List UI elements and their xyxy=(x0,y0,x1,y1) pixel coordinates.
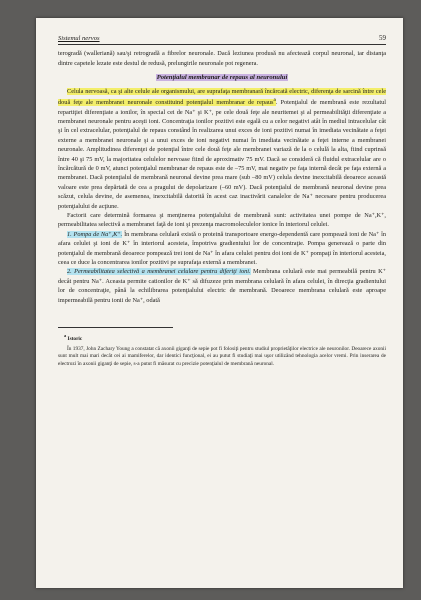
page-number: 59 xyxy=(379,34,386,42)
footnote-marker: a xyxy=(64,333,67,339)
permeability-label xyxy=(67,268,251,275)
pump-label xyxy=(67,231,122,238)
footnote-heading xyxy=(64,332,386,344)
page-content xyxy=(58,34,386,369)
chapter-title: Sistemul nervos xyxy=(58,35,100,42)
permeability-label-text: 2. Permeabilitatea selectivă a membranei celulare pentru diferiţi ioni. xyxy=(67,268,251,276)
paragraph-factors: Factorii care determină formarea şi menţinerea potenţialului de membrană sunt: activitatea unei pompe de Na⁺,K⁺, permeabilitatea selectivă a membranei faţă de ioni şi prezenţa macromoleculelor ionice în interiorul celulei. xyxy=(58,212,386,229)
intro-paragraph: terogradă (walleriană) sau/şi retrogradă a fibrelor neuronale. Dacă leziunea produsă nu afectează corpul neuronal, iar distanţa dintre capetele lezate este destul de redusă, prelungirile neuronale pot regenera. xyxy=(58,50,386,67)
section-title-text: Potenţialul membranar de repaus al neuronului xyxy=(156,74,288,82)
running-header xyxy=(58,34,386,45)
footnote xyxy=(58,332,386,369)
pump-label-text: 1. Pompa de Na⁺,K⁺. xyxy=(67,230,123,238)
footnote-heading-text: Istoric xyxy=(67,335,83,342)
pump-text: În membrana celulară există o proteină transportoare energo-dependentă care pompează ioni de Na⁺ în afara celulei şi ioni de K⁺ în interiorul acesteia, împotriva gradientului lor de concentraţie. Pompa generează o parte din potenţialul de membrană deoarece pompează trei ioni de Na⁺ în afara celulei pentru doi ioni de K⁺ pompaţi în interiorul acesteia, ceea ce duce la concentrarea ionilor pozitivi pe suprafaţa externă a membranei. xyxy=(58,230,387,267)
footnote-ref: a xyxy=(273,97,276,104)
section-heading xyxy=(58,73,386,82)
paragraph-membrane-potential xyxy=(58,87,386,211)
book-page xyxy=(36,18,403,588)
permeability-text: Membrana celulară este mai permeabilă pentru K⁺ decât pentru Na⁺. Aceasta permite cationilor de K⁺ să difuzeze prin membrana celulară în afara celulei, în direcţia gradientului lor de concentraţie, până la echilibrarea potenţialului electric de membrană. Deoarece membrana celulară este aproape impermeabilă pentru ionii de Na⁺, odată xyxy=(58,268,386,304)
para1-rest: . Potenţialul de membrană este rezultatul repartiţiei diferenţiate a ionilor, în special cei de Na⁺ şi K⁺, pe cele două feţe ale neuritemei şi al permeabilităţii diferenţiate a membranei neuronale pentru aceşti ioni. Concentraţia ionilor pozitivi este egală cu a celor negativi atât în mediul intracelular cât şi în cel extracelular, potenţialul de repaus constând în realizarea unui exces de ioni pozitivi numai în imediata vecinătate a feţei externe a membranei neuronale şi a unui exces de ioni negativi numai în imediata vecinătate a feţei interne a membranei neuronale. Amplitudinea diferenţei de potenţial între cele două feţe ale membranei variază de la o celulă la alta, fiind cuprinsă între 40 şi 75 mV, la majoritatea celulelor nervoase fiind de aproximativ 75 mV. Dacă se consideră că fluidul extracelular are o încărcătură de 0 mV, atunci potenţialul membranar de repaus este de –75 mV, mai negativ pe faţa internă decât pe faţa externă a membranei. Dacă potenţialul de membrană neuronal devine prea mare (sub –80 mV) celula devine inexcitabilă deoarece această valoare este prea depărtată de cea a pragului de depolarizare (–60 mV). Dacă potenţialul de membrană neuronal devine prea scăzut, celula devine, de asemenea, inexcitabilă datorită în acest caz inactivării canalelor de Na⁺ necesare pentru producerea potenţialului de acţiune. xyxy=(58,99,386,210)
para1-text: Celula nervoasă, ca şi alte celule ale organismului, are suprafaţa membranară încărcată electric, diferenţa de sarcină între cele două feţe ale membranei neuronale constituind potenţialul membranar de repaus xyxy=(58,87,386,107)
paragraph-permeability xyxy=(58,267,386,305)
footnote-divider xyxy=(58,327,173,328)
paragraph-pump xyxy=(58,230,386,268)
footnote-text: În 1937, John Zachary Young a constatat că axonii giganţi de sepie pot fi folosiţi pentru studiul proprietăţilor electrice ale neuronilor. Deoarece axonii sunt mult mai mari decât cei ai mamiferelor, dar identici funcţional, ei au putut fi studiaţi mai uşor utilizând tehnologia acelor vremi. Prin inserarea de electrozi în axonii giganţi de sepie, s-a putut fi măsurat cu precizie potenţialul de membrană neuronal. xyxy=(58,345,386,368)
